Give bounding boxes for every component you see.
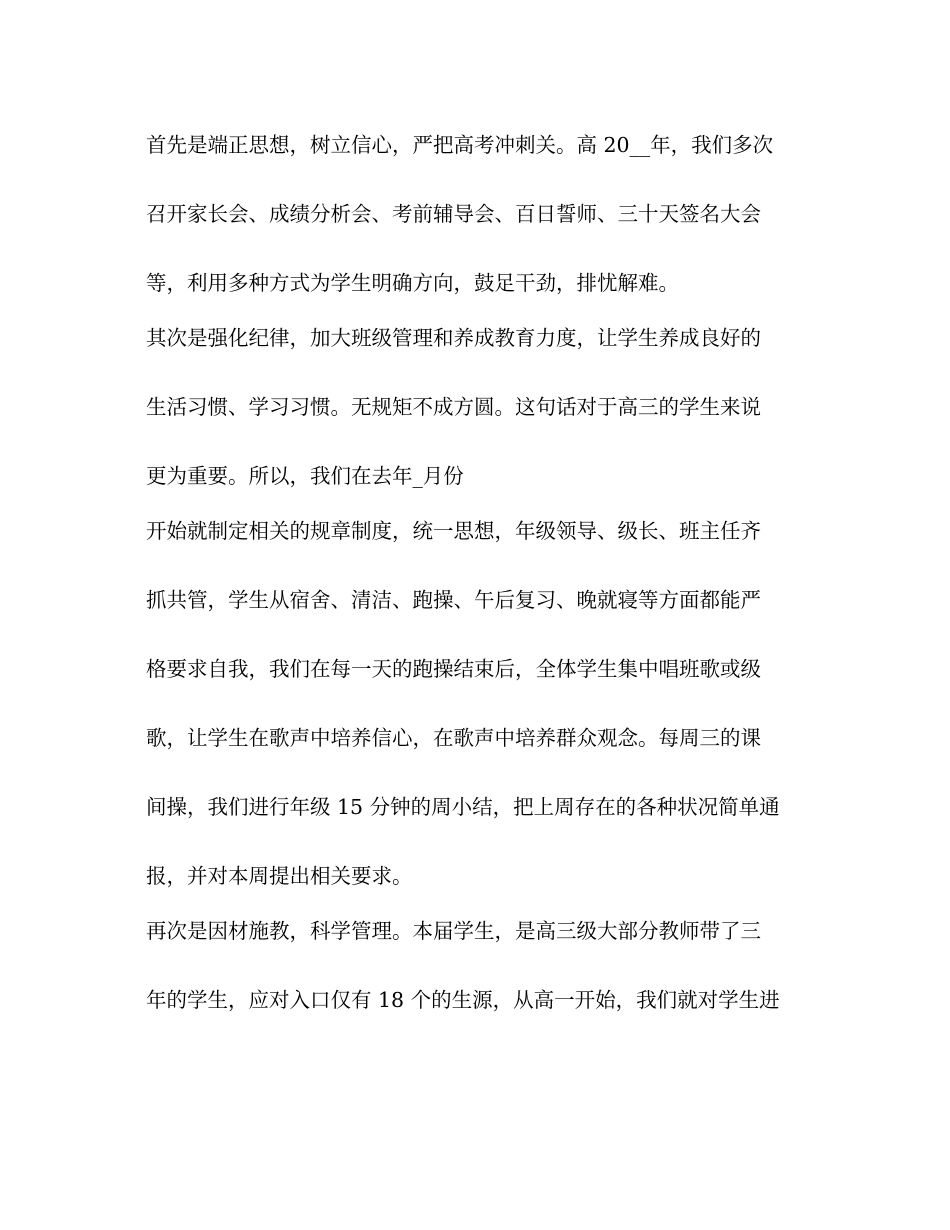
text-line: 开始就制定相关的规章制度，统一思想，年级领导、级长、班主任齐 (146, 519, 761, 543)
text-line: 生活习惯、学习习惯。无规矩不成方圆。这句话对于高三的学生来说 (146, 395, 761, 419)
text-line: 间操，我们进行年级 15 分钟的周小结，把上周存在的各种状况简单通 (146, 795, 780, 819)
text-line: 歌，让学生在歌声中培养信心，在歌声中培养群众观念。每周三的课 (146, 726, 761, 750)
text-line: 召开家长会、成绩分析会、考前辅导会、百日誓师、三十天签名大会 (146, 202, 761, 226)
text-line: 年的学生，应对入口仅有 18 个的生源，从高一开始，我们就对学生进 (146, 988, 780, 1012)
text-line: 首先是端正思想，树立信心，严把高考冲刺关。高 20__年，我们多次 (146, 133, 774, 157)
text-line: 更为重要。所以，我们在去年_月份 (146, 464, 464, 488)
text-line: 格要求自我，我们在每一天的跑操结束后，全体学生集中唱班歌或级 (146, 657, 761, 681)
text-line: 再次是因材施教，科学管理。本届学生，是高三级大部分教师带了三 (146, 919, 761, 943)
text-line: 报，并对本周提出相关要求。 (146, 864, 413, 888)
text-line: 其次是强化纪律，加大班级管理和养成教育力度，让学生养成良好的 (146, 326, 761, 350)
text-line: 抓共管，学生从宿舍、清洁、跑操、午后复习、晚就寝等方面都能严 (146, 588, 761, 612)
body-text (146, 128, 816, 1052)
text-line: 等，利用多种方式为学生明确方向，鼓足干劲，排忧解难。 (146, 271, 679, 295)
